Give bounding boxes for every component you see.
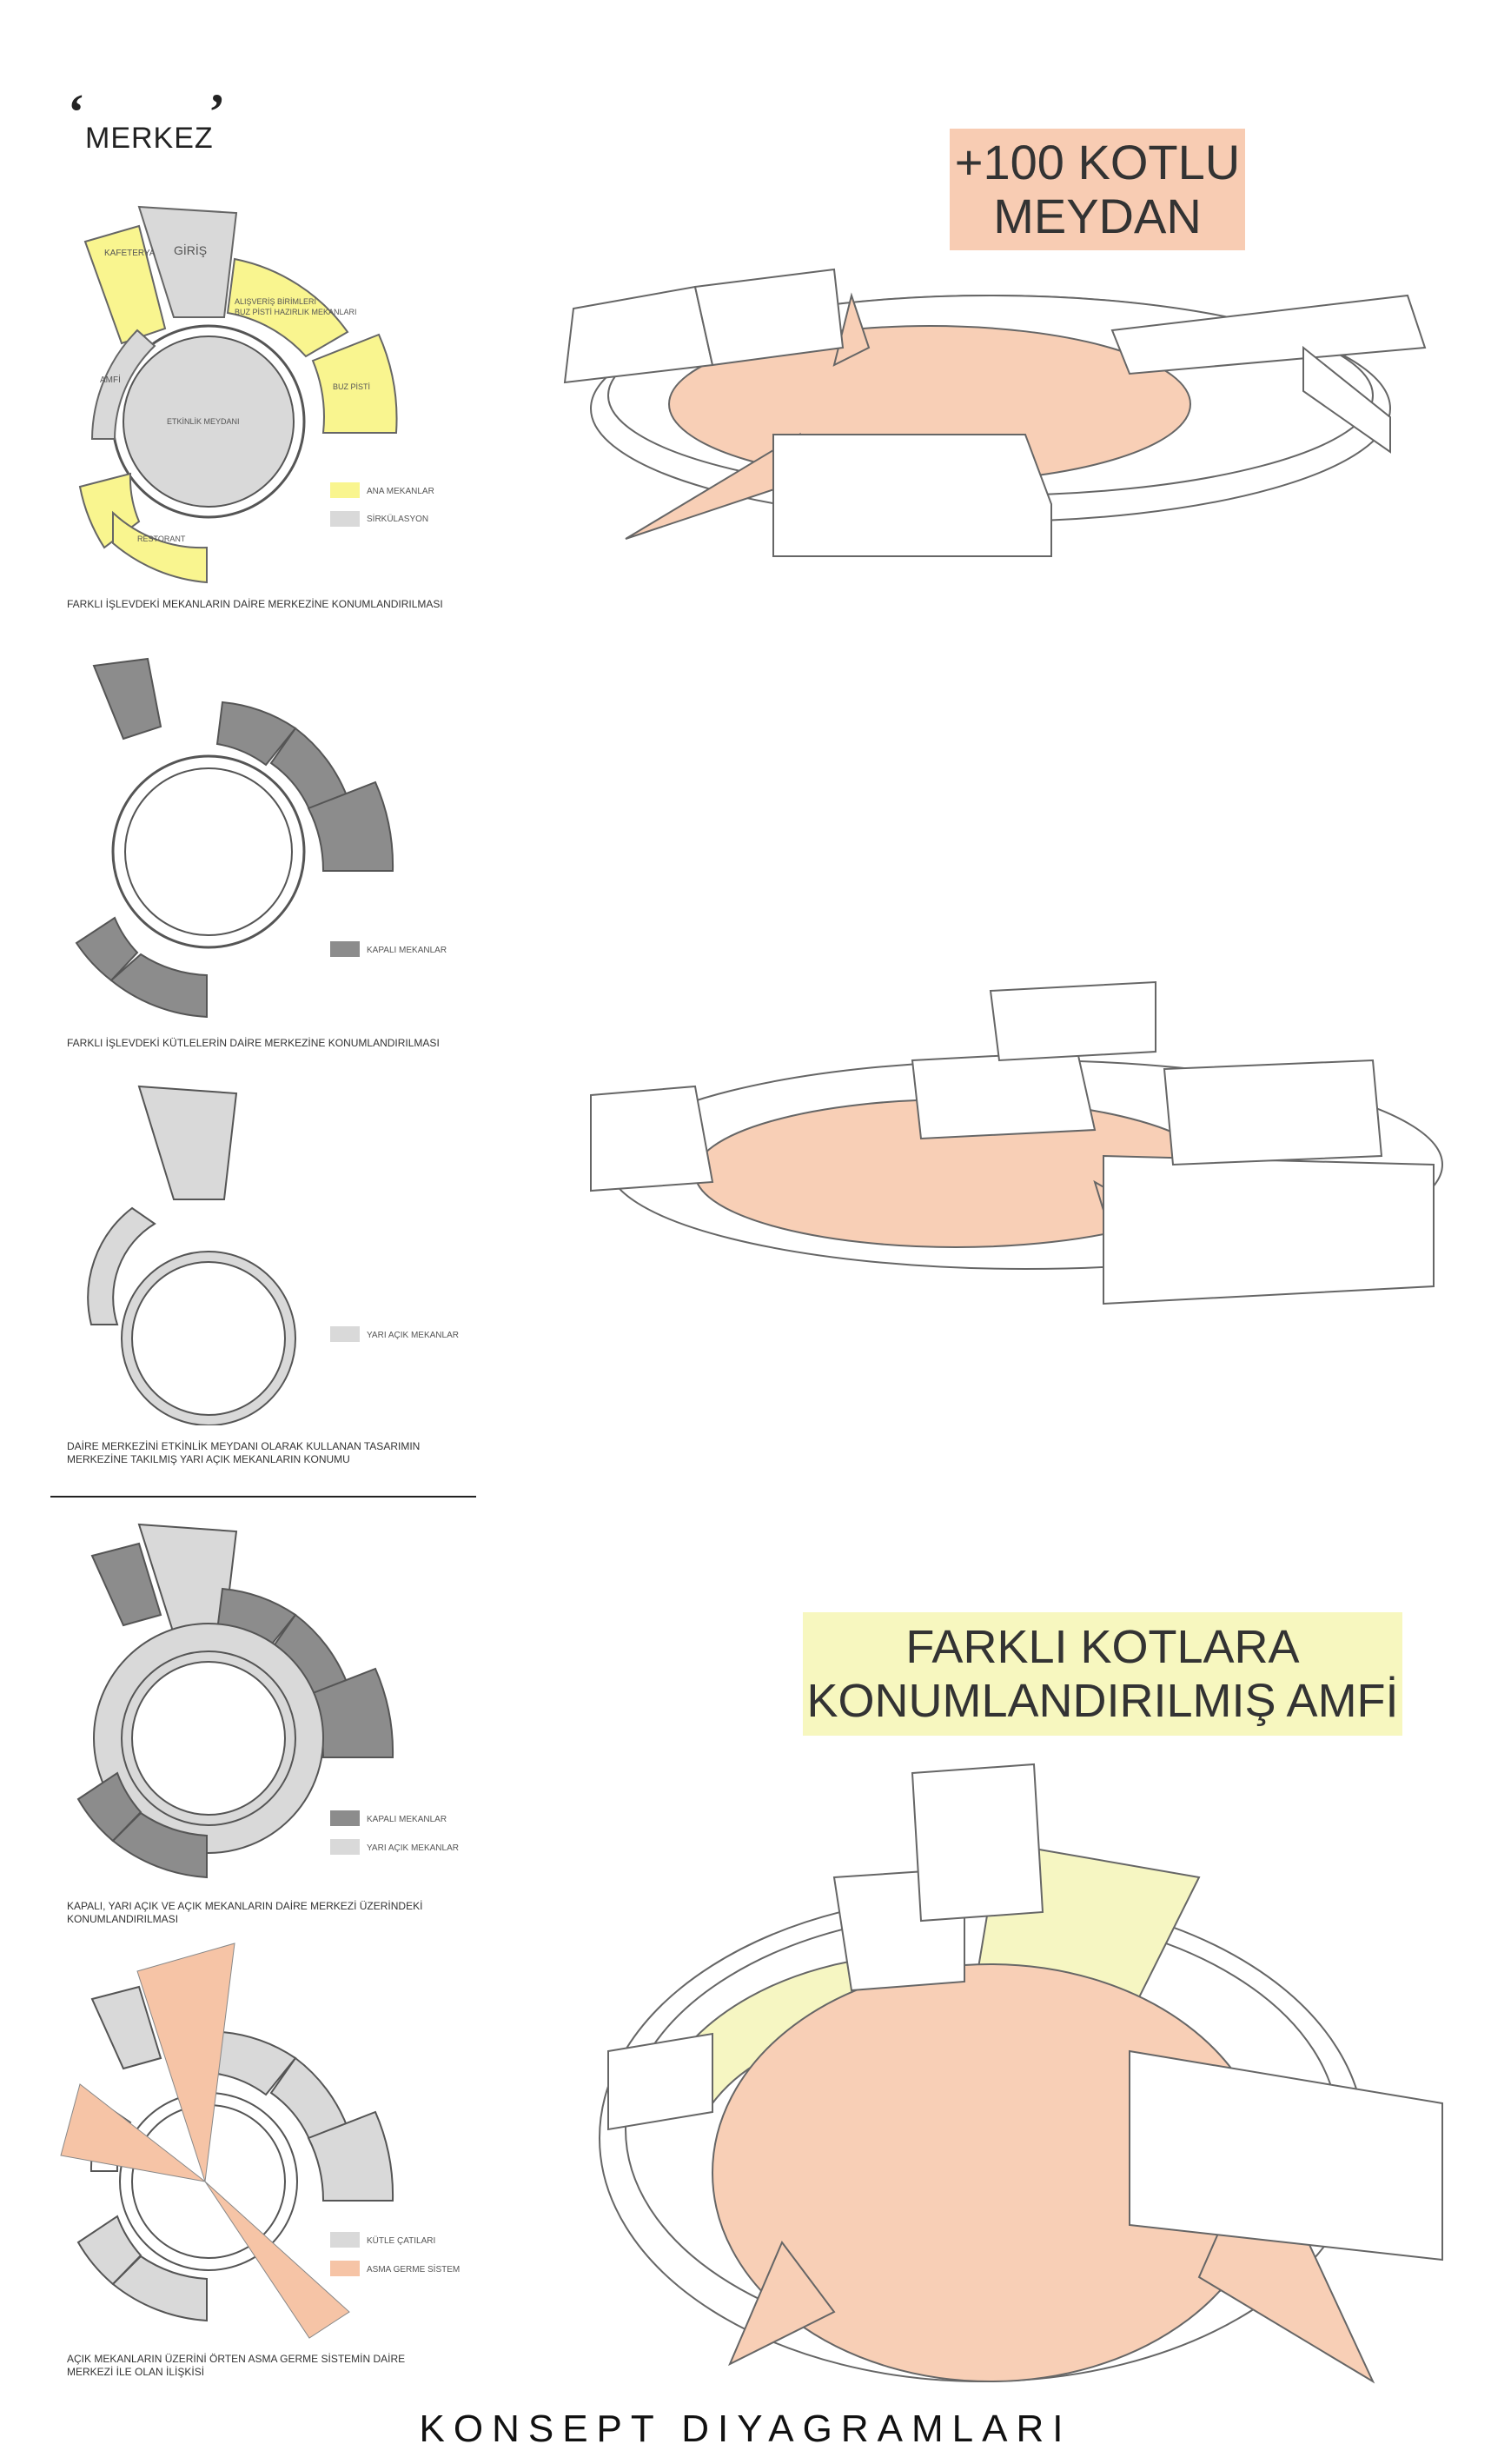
entry-block xyxy=(773,435,1051,556)
caption-diagram-4-line-2: KONUMLANDIRILMASI xyxy=(67,1913,179,1925)
label-restorant: RESTORANT xyxy=(137,535,186,543)
label-alisveris-2: BUZ PİSTİ HAZIRLIK MEKANLARI xyxy=(235,308,357,316)
label-buz-pisti: BUZ PİSTİ xyxy=(333,382,371,391)
legend-label-sirkulasyon: SİRKÜLASYON xyxy=(367,515,429,524)
section-title-merkez: MERKEZ xyxy=(85,122,214,155)
label-etkinlik: ETKİNLİK MEYDANI xyxy=(167,417,240,426)
amfi-right-block xyxy=(1130,2051,1442,2260)
quote-close-mark: ’ xyxy=(209,83,226,140)
label-giris: GİRİŞ xyxy=(174,243,208,257)
caption-diagram-5-line-1: AÇIK MEKANLARIN ÜZERİNİ ÖRTEN ASMA GERME SİSTEMİN DAİRE xyxy=(67,2353,406,2365)
legend-label-ana-mekanlar: ANA MEKANLAR xyxy=(367,487,434,496)
title-box-amfi-line-2: KONUMLANDIRILMIŞ AMFİ xyxy=(806,1675,1399,1727)
label-alisveris-1: ALIŞVERİŞ BİRİMLERİ xyxy=(235,297,317,306)
caption-diagram-2: FARKLI İŞLEVDEKİ KÜTLELERİN DAİRE MERKEZİNE KONUMLANDIRILMASI xyxy=(67,1037,440,1049)
legend-label-yari-acik: YARI AÇIK MEKANLAR xyxy=(367,1331,459,1340)
title-box-kotlu-meydan-line-1: +100 KOTLU xyxy=(954,135,1241,189)
legend-label-d4-kapali: KAPALI MEKANLAR xyxy=(367,1815,447,1824)
section-divider xyxy=(50,1496,476,1498)
quote-open-mark: ‘ xyxy=(68,83,85,140)
legend-label-d4-yari-acik: YARI AÇIK MEKANLAR xyxy=(367,1843,459,1853)
closed-mass-top xyxy=(94,659,161,739)
legend-swatch-kapali-mekanlar xyxy=(330,941,360,957)
title-box-amfi-line-1: FARKLI KOTLARA xyxy=(905,1621,1300,1673)
axonometric-3-amphitheatre xyxy=(0,1738,1491,2434)
legend-label-kapali-mekanlar: KAPALI MEKANLAR xyxy=(367,946,447,955)
caption-diagram-3-line-2: MERKEZİNE TAKILMIŞ YARI AÇIK MEKANLARIN KONUMU xyxy=(67,1453,350,1465)
title-box-amfi xyxy=(803,1612,1402,1736)
legend-label-asma-germe: ASMA GERME SİSTEM xyxy=(367,2265,461,2275)
axonometric-1-plaza xyxy=(0,0,1491,608)
caption-diagram-4-line-1: KAPALI, YARI AÇIK VE AÇIK MEKANLARIN DAİRE MERKEZİ ÜZERİNDEKİ xyxy=(67,1900,423,1912)
caption-diagram-5-line-2: MERKEZİ İLE OLAN İLİŞKİSİ xyxy=(67,2366,205,2378)
right-block xyxy=(1103,1156,1434,1304)
title-box-kotlu-meydan-line-2: MEYDAN xyxy=(993,189,1202,243)
footer-title: KONSEPT DIYAGRAMLARI xyxy=(419,2408,1072,2450)
caption-diagram-1: FARKLI İŞLEVDEKİ MEKANLARIN DAİRE MERKEZİNE KONUMLANDIRILMASI xyxy=(67,598,443,610)
label-kafeterya: KAFETERYA xyxy=(104,249,156,258)
caption-diagram-3-line-1: DAİRE MERKEZİNİ ETKİNLİK MEYDANI OLARAK KULLANAN TASARIMIN xyxy=(67,1440,421,1452)
legend-label-kutle-catilari: KÜTLE ÇATILARI xyxy=(367,2236,436,2246)
label-amfi: AMFİ xyxy=(100,375,121,385)
axonometric-2-masses xyxy=(0,956,1491,1478)
